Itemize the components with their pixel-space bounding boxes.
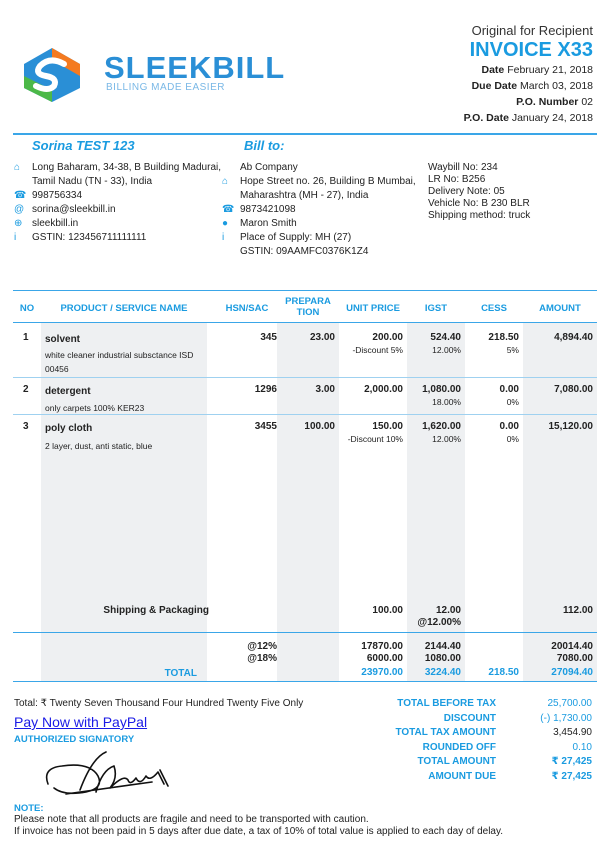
summary-tax: TOTAL TAX AMOUNT 3,454.90 [395, 727, 592, 738]
seller-website: ⊕ sleekbill.in [14, 218, 79, 229]
seller-email: @ sorina@sleekbill.in [14, 204, 116, 215]
summary-rounded-off: ROUNDED OFF 0.10 [422, 741, 592, 753]
invoice-header [333, 23, 593, 126]
brand-tagline: BILLING MADE EASIER [106, 82, 225, 93]
seller-gstin: i GSTIN: 123456711111111 [14, 232, 147, 243]
buyer-gstin: GSTIN: 09AAMFC0376K1Z4 [240, 246, 369, 257]
col-cess: CESS [481, 303, 507, 314]
user-icon: ● [222, 218, 229, 229]
buyer-contact: ● Maron Smith [222, 218, 297, 229]
meta-date: Date February 21, 2018 [481, 64, 593, 76]
buyer-company: Ab Company [240, 162, 298, 173]
col-amount: AMOUNT [539, 303, 581, 314]
phone-icon: ☎ [14, 190, 27, 201]
seller-address: ⌂ Long Baharam, 34-38, B Building Madurai, Tamil Nadu (TN - 33), India [14, 162, 222, 187]
meta-po-number: P.O. Number 02 [516, 96, 593, 108]
delivery-note: Delivery Note: 05 [428, 186, 505, 197]
col-igst: IGST [424, 303, 448, 314]
note-line-2: If invoice has not been paid in 5 days after due date, a tax of 10% of total value is applied to each day of delay. [14, 826, 504, 837]
total-in-words: Total: ₹ Twenty Seven Thousand Four Hundred Twenty Five Only [14, 698, 304, 709]
col-product: PRODUCT / SERVICE NAME [60, 303, 188, 314]
authorized-signatory: AUTHORIZED SIGNATORY [14, 734, 135, 745]
meta-due-date: Due Date March 03, 2018 [471, 80, 593, 92]
invoice-title: INVOICE X33 [469, 39, 593, 61]
home-icon: ⌂ [222, 176, 229, 187]
note-line-1: Please note that all products are fragile and need to be transported with caution. [14, 814, 369, 825]
shipping-block [428, 162, 598, 222]
buyer-address: ⌂ Hope Street no. 26, Building B Mumbai, Maharashtra (MH - 27), India [222, 176, 416, 201]
seller-block [14, 138, 224, 245]
shipping-method: Shipping method: truck [428, 210, 531, 221]
brand-name: SLEEKBILL [104, 50, 286, 85]
paypal-link[interactable]: Pay Now with PayPal [14, 714, 148, 730]
info-icon: i [14, 232, 17, 243]
info-icon: i [222, 232, 225, 243]
col-preparation: PREPARA TION [285, 296, 331, 318]
note-label: NOTE: [14, 803, 44, 814]
col-hsn: HSN/SAC [225, 303, 269, 314]
vehicle-number: Vehicle No: B 230 BLR [428, 198, 530, 209]
meta-po-date: P.O. Date January 24, 2018 [463, 112, 593, 124]
home-icon: ⌂ [14, 162, 21, 173]
bill-to-heading: Bill to: [244, 138, 285, 153]
buyer-phone: ☎ 9873421098 [222, 204, 296, 215]
col-no: NO [19, 303, 35, 314]
at-icon: @ [14, 204, 25, 215]
summary-total-amount: TOTAL AMOUNT ₹ 27,425 [417, 756, 592, 767]
totals-summary [380, 697, 592, 784]
copy-label: Original for Recipient [471, 23, 593, 38]
buyer-place-of-supply: i Place of Supply: MH (27) [222, 232, 352, 243]
signature-image [40, 748, 200, 800]
items-table: NO PRODUCT / SERVICE NAME HSN/SAC PREPARA TION UNIT PRICE IGST CESS AMOUNT 1 solvent white cleaner industrial subsctance ISD 00456 345 23.00 200.00 -Discount 5% 524.40 12.00% 218.50 5% 4,894.40 2 detergent only carpets 100% KER23 1296 3.00 2,000.00 1,080.00 18.00% 0.00 0% 7,080.00 3 poly cloth 2 layer, dust, anti static, blue 3455 100.00 150.00 -Discount 10% 1,620.00 12.00% 0.00 0% 15,120.00 Shipping & Packaging 100.00 12.00 @12.00% 112.00 @12% 17870.00 2144.40 20014.40 @18% 6000.00 1080.00 7080.00 TOTAL 23970.00 3224.40 218.50 27094.40 [13, 290, 597, 682]
seller-phone: ☎ 998756334 [14, 190, 83, 201]
summary-discount: DISCOUNT (-) 1,730.00 [443, 712, 592, 724]
summary-before-tax: TOTAL BEFORE TAX 25,700.00 [397, 698, 592, 709]
lr-number: LR No: B256 [428, 174, 486, 185]
summary-amount-due: AMOUNT DUE ₹ 27,425 [428, 770, 592, 782]
phone-icon: ☎ [222, 204, 235, 215]
waybill: Waybill No: 234 [428, 162, 498, 173]
col-unit-price: UNIT PRICE [346, 303, 400, 314]
header-divider [13, 133, 597, 135]
buyer-block [222, 138, 422, 259]
seller-name: Sorina TEST 123 [32, 138, 135, 153]
globe-icon: ⊕ [14, 218, 23, 229]
